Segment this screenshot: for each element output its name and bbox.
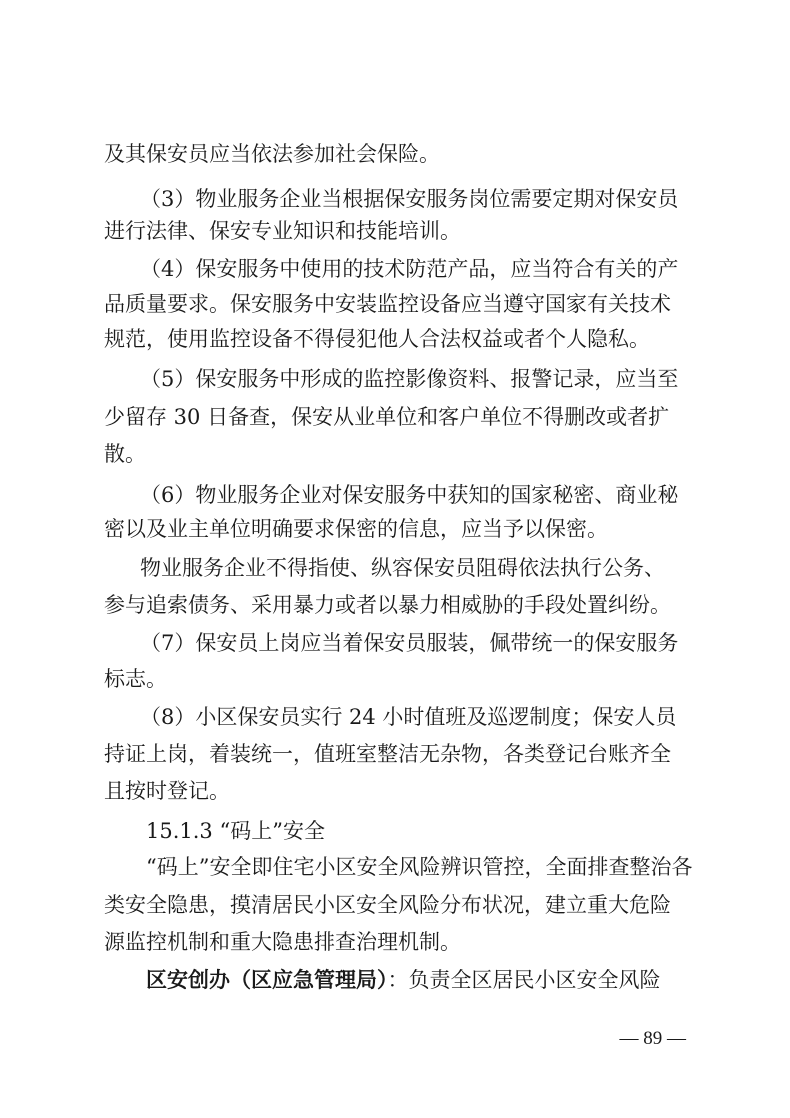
text-line [0,735,790,773]
text-line [0,698,790,736]
line-text: （7）保安员上岗应当着保安员服装，佩带统一的保安服务 [140,631,679,655]
page-number: — 89 — [619,1028,686,1049]
text-line [0,961,790,999]
line-text: （6）物业服务企业对保安服务中获知的国家秘密、商业秘 [140,483,679,507]
line-text: 持证上岗，着装统一，值班室整洁无杂物，各类登记台账齐全 [104,742,671,766]
text-line [0,886,790,924]
responsibility-text: ：负责全区居民小区安全风险 [387,968,661,992]
line-text: （8）小区保安员实行 24 小时值班及巡逻制度；保安人员 [140,705,677,729]
line-text: 进行法律、保安专业知识和技能培训。 [104,219,461,243]
text-line [0,923,790,961]
line-text: 散。 [104,442,146,466]
line-text: 规范，使用监控设备不得侵犯他人合法权益或者个人隐私。 [104,327,650,351]
text-line [0,476,790,514]
text-line [0,212,790,250]
text-line [0,285,790,323]
line-text: 源监控机制和重大隐患排查治理机制。 [104,930,461,954]
text-line [0,360,790,398]
text-line [0,660,790,698]
line-text: 物业服务企业不得指使、纵容保安员阻碍依法执行公务、 [140,556,665,580]
text-line [0,772,790,810]
line-text: 标志。 [104,667,167,691]
text-line [0,586,790,624]
text-line [0,435,790,473]
line-text: 及其保安员应当依法参加社会保险。 [104,142,440,166]
text-line [0,510,790,548]
line-text: 参与追索债务、采用暴力或者以暴力相威胁的手段处置纠纷。 [104,593,671,617]
text-line [0,320,790,358]
line-text [146,961,661,999]
text-line [0,624,790,662]
text-line [0,398,790,436]
line-text: 类安全隐患，摸清居民小区安全风险分布状况，建立重大危险 [104,893,671,917]
responsible-unit: 区安创办（区应急管理局） [146,968,388,992]
text-line [0,549,790,587]
line-text: 品质量要求。保安服务中安装监控设备应当遵守国家有关技术 [104,292,671,316]
line-text: 且按时登记。 [104,779,230,803]
line-text: （3）物业服务企业当根据保安服务岗位需要定期对保安员 [140,187,679,211]
line-text: 密以及业主单位明确要求保密的信息，应当予以保密。 [104,517,608,541]
section-heading [0,812,790,850]
text-line [0,135,790,173]
section-heading-text: 15.1.3 “码上”安全 [146,819,325,843]
line-text: （5）保安服务中形成的监控影像资料、报警记录，应当至 [140,367,679,391]
line-text: （4）保安服务中使用的技术防范产品，应当符合有关的产 [140,257,679,281]
line-text: 少留存 30 日备查，保安从业单位和客户单位不得删改或者扩 [104,405,670,429]
line-text: “码上”安全即住宅小区安全风险辨识管控，全面排查整治各 [146,855,693,879]
text-line [0,250,790,288]
text-line [0,848,790,886]
